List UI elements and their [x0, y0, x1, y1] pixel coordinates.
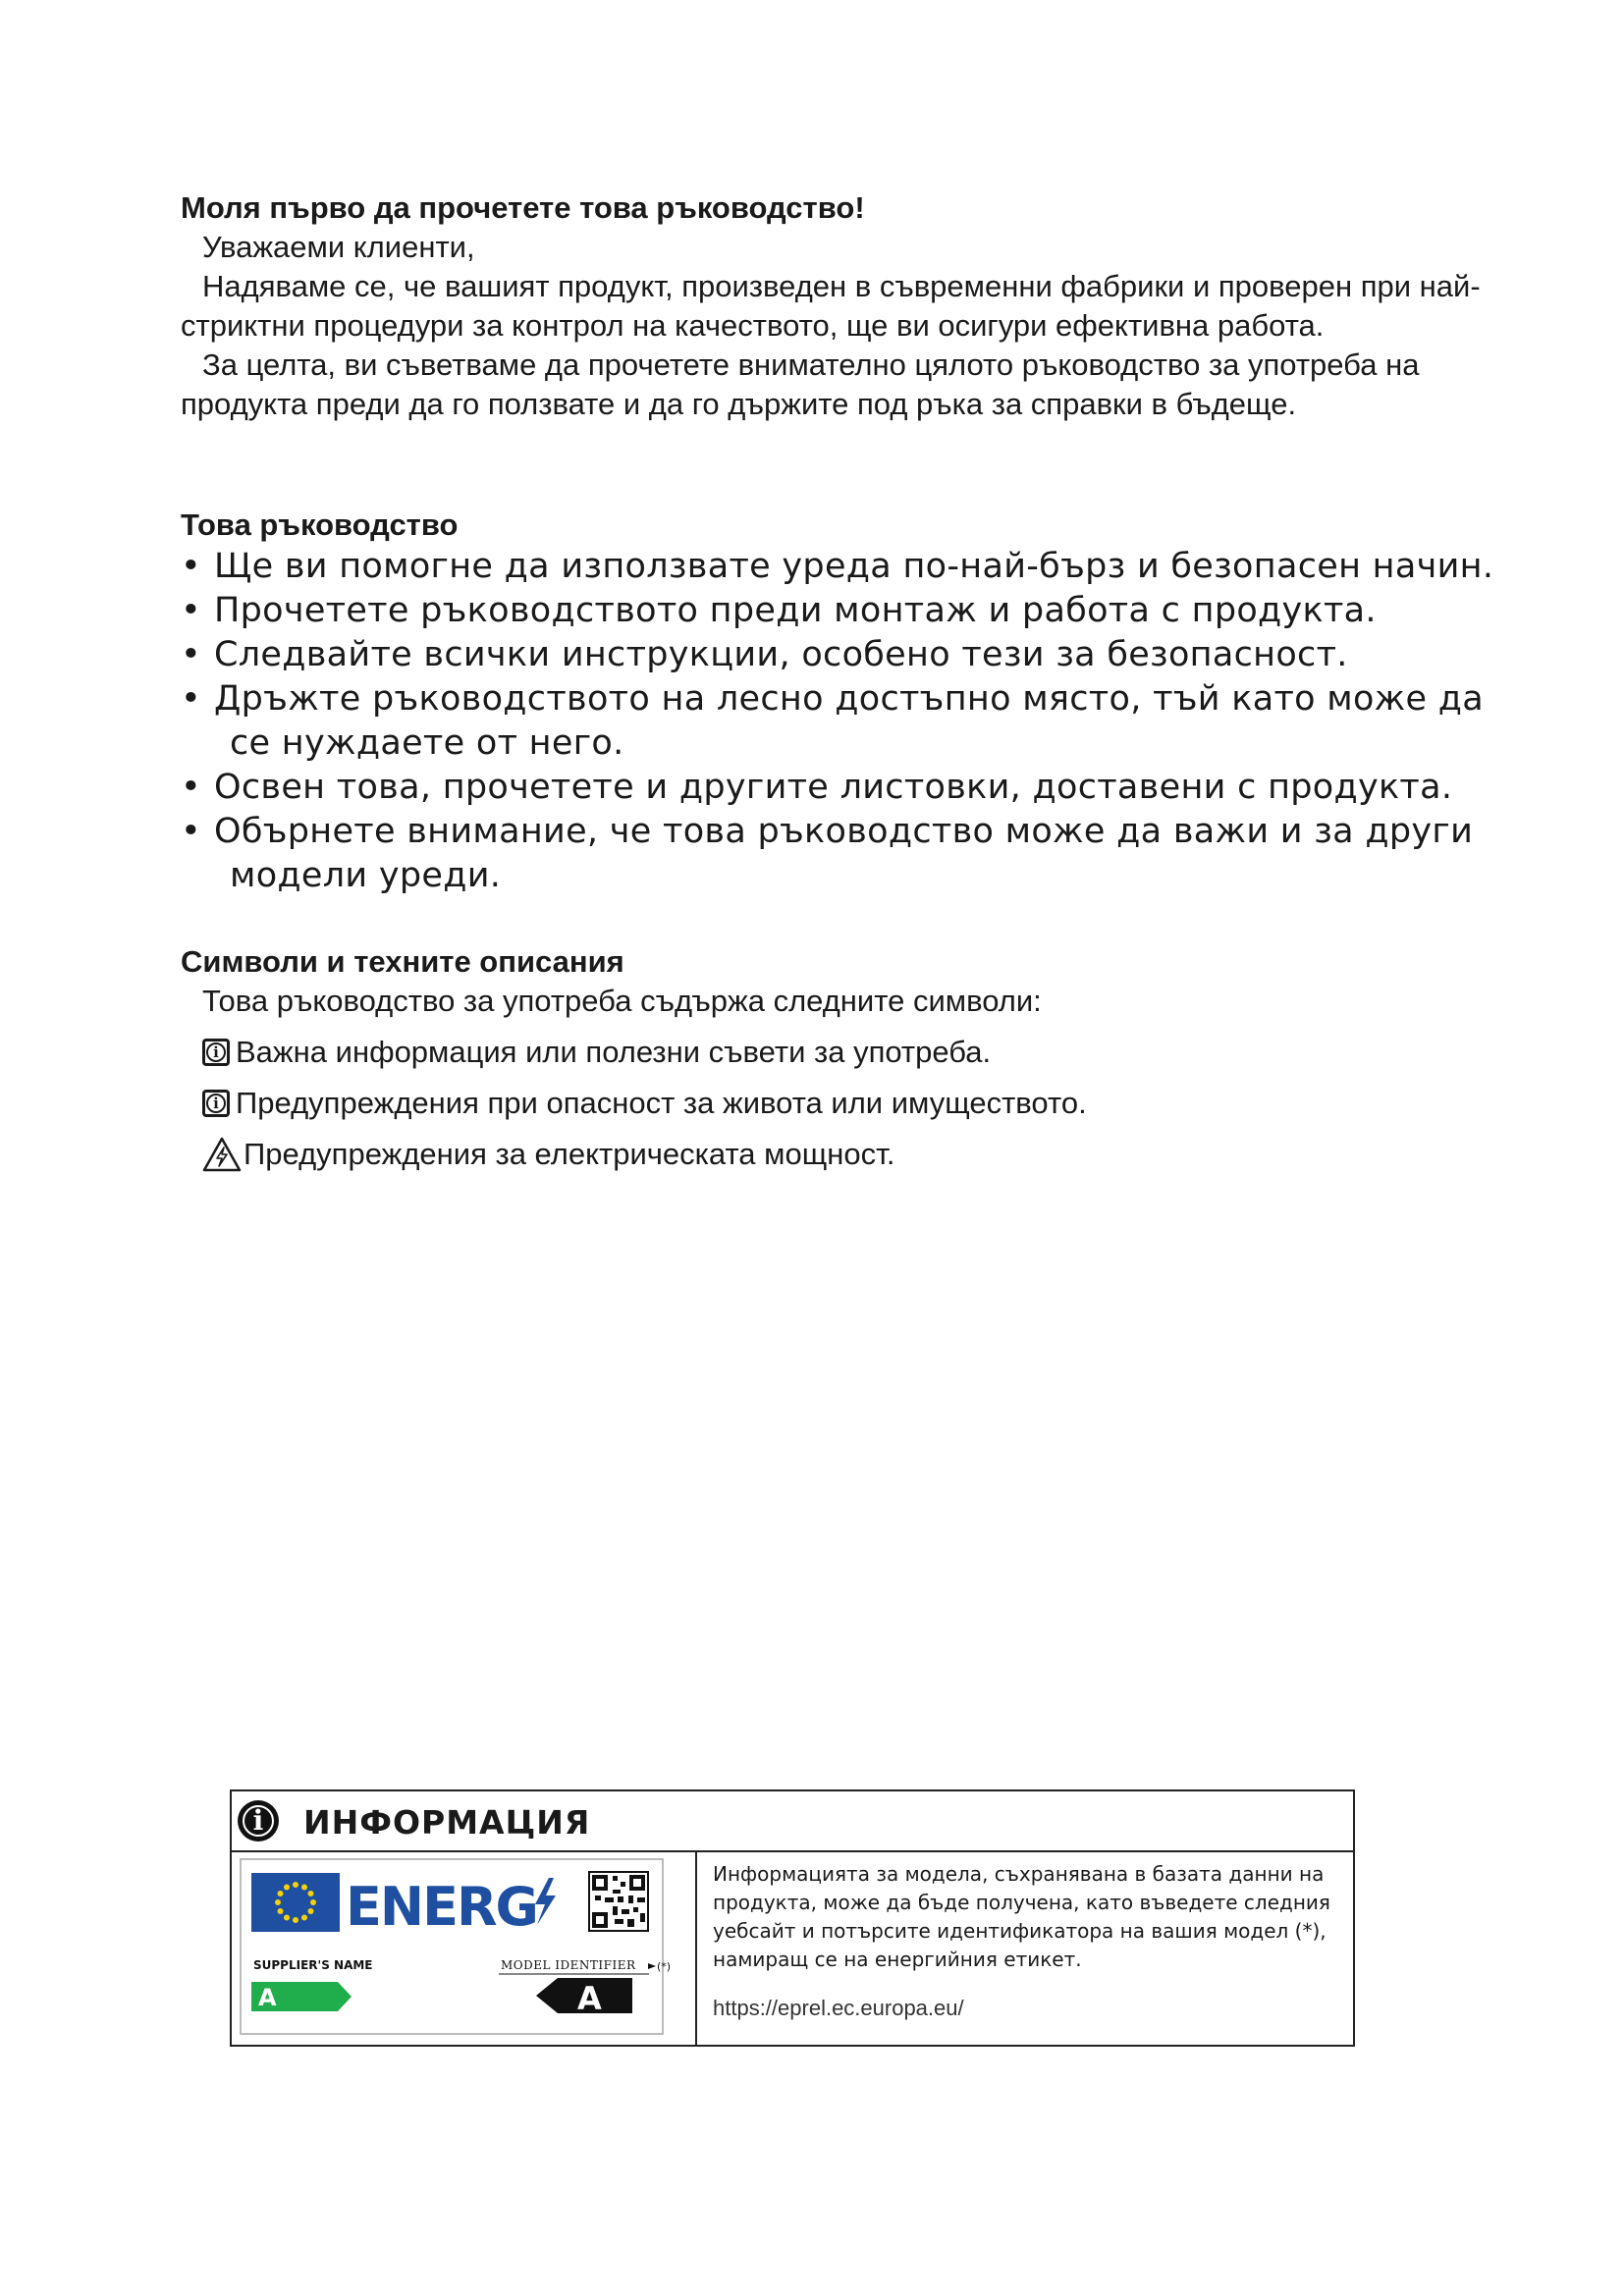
marker-arrow [648, 1958, 687, 1978]
bullet-item: • Обърнете внимание, че това ръководство може да важи и за други модели уреди. [181, 812, 1474, 895]
info-text-cell [713, 1860, 1341, 2022]
symbols-section [181, 942, 1496, 1174]
symbol-row-info [202, 1033, 1496, 1072]
energy-logo-text: ENERG [346, 1876, 537, 1938]
info-box-header [232, 1791, 1353, 1852]
bullet-item: • Ще ви помогне да използвате уреда по-най-бърз и безопасен начин. [181, 547, 1494, 586]
symbol-description: Предупреждения за електрическата мощност. [244, 1137, 895, 1171]
info-circle-icon: i [238, 1800, 279, 1842]
energy-bolt-icon [535, 1878, 556, 1925]
energy-label-cell [232, 1850, 697, 2045]
bullet-item: • Следвайте всички инструкции, особено тези за безопасност. [181, 635, 1348, 674]
model-identifier: MODEL IDENTIFIER [501, 1958, 636, 1972]
symbol-row-electric [202, 1135, 1496, 1174]
intro-section [181, 188, 1496, 424]
energy-label-graphic [242, 1860, 662, 2033]
bullet-item: • Прочетете ръководството преди монтаж и работа с продукта. [181, 591, 1377, 630]
supplier-name: SUPPLIER'S NAME [253, 1958, 373, 1972]
symbol-row-warning [202, 1084, 1496, 1123]
info-box-title: ИНФОРМАЦИЯ [303, 1803, 591, 1842]
efficiency-class-left: A [258, 1984, 277, 2011]
electric-warning-icon [202, 1137, 242, 1172]
bullet-item: • Дръжте ръководството на лесно достъпно място, тъй като може да се нуждаете от него. [181, 679, 1485, 763]
intro-paragraph-2: За целта, ви съветваме да прочетете внимателно цялото ръководство за употреба на продукта преди да го ползвате и да го държите под ръка за справки в бъдеще. [181, 347, 1420, 421]
bullet-item: • Освен това, прочетете и другите листовки, доставени с продукта. [181, 768, 1453, 807]
symbol-description: Предупреждения при опасност за живота или имуществото. [236, 1086, 1087, 1120]
intro-greeting: Уважаеми клиенти, [202, 230, 475, 264]
symbols-intro: Това ръководство за употреба съдържа следните символи: [202, 984, 1042, 1018]
intro-heading: Моля първо да прочетете това ръководство! [181, 190, 865, 225]
info-text: Информацията за модела, съхранявана в базата данни на продукта, може да бъде получена, като въведете следния уебсайт и потърсите идентификатора на вашия модел (*), намиращ се на енергийния етикет. [713, 1862, 1330, 1971]
guide-bullet-list [181, 545, 1496, 898]
guide-heading: Това ръководство [181, 507, 459, 542]
information-box [230, 1789, 1355, 2047]
info-icon: i [202, 1039, 230, 1066]
symbols-heading: Символи и техните описания [181, 944, 624, 979]
symbol-description: Важна информация или полезни съвети за употреба. [236, 1035, 992, 1069]
qr-code-icon [589, 1872, 648, 1931]
energy-label [240, 1858, 664, 2035]
svg-text:(*): (*) [657, 1960, 672, 1973]
eprel-url: https://eprel.ec.europa.eu/ [713, 1996, 964, 2020]
intro-paragraph-1: Надяваме се, че вашият продукт, произведен в съвременни фабрики и проверен при най-стриктни процедури за контрол на качеството, ще ви осигури ефективна работа. [181, 269, 1481, 343]
info-icon: i [202, 1090, 230, 1117]
efficiency-class-right: A [577, 1980, 602, 2017]
guide-section [181, 506, 1496, 898]
